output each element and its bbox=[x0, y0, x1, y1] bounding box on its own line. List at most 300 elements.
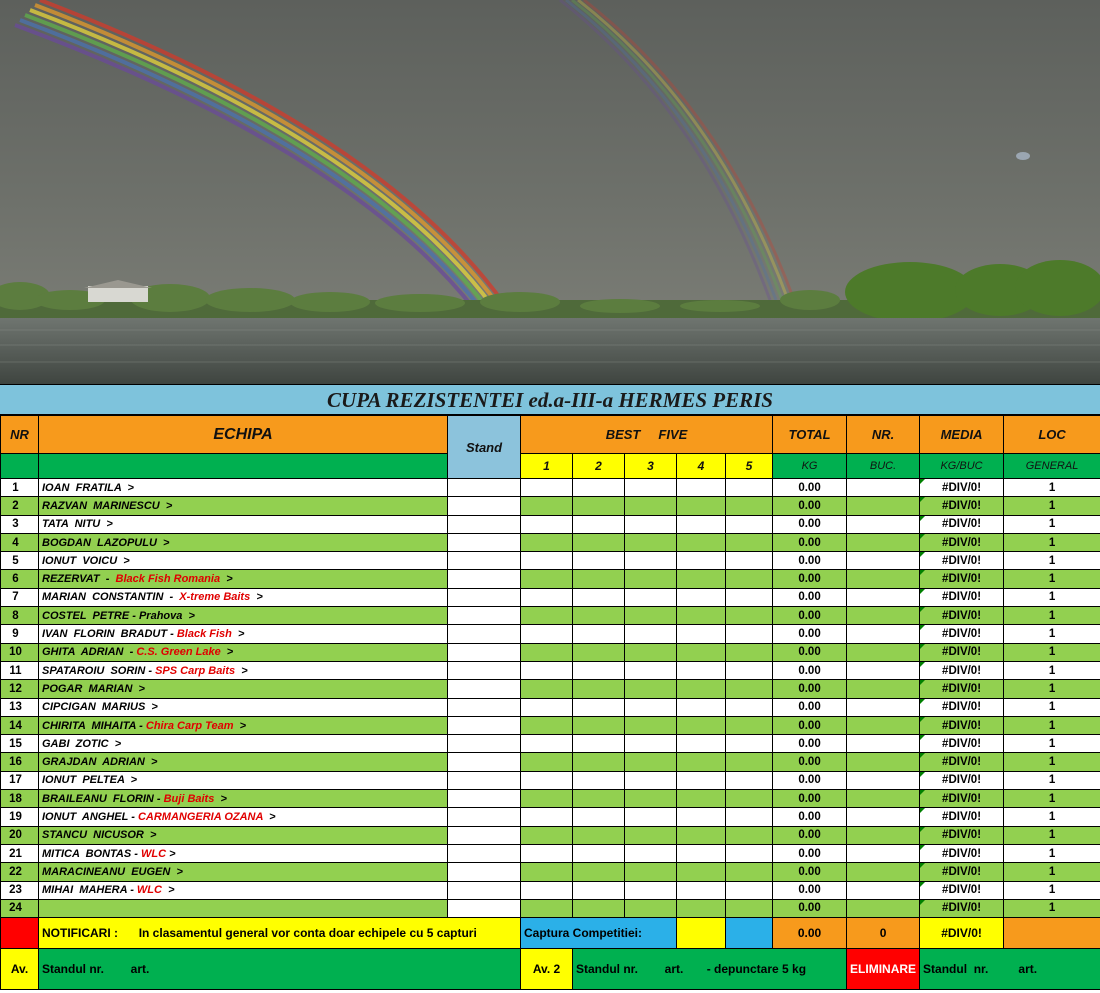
team-club: WLC bbox=[141, 847, 167, 860]
capture-cell-1[interactable] bbox=[521, 808, 573, 826]
notification-text: In clasamentul general vor conta doar echipele cu 5 capturi bbox=[138, 926, 477, 941]
team-name: BOGDAN LAZOPULU > bbox=[42, 536, 170, 549]
team-name-cell[interactable] bbox=[39, 533, 448, 551]
capture-cell-4[interactable] bbox=[677, 643, 726, 661]
row-nr: 9 bbox=[1, 625, 39, 643]
capture-cell-1[interactable] bbox=[521, 515, 573, 533]
team-name-cell[interactable] bbox=[39, 808, 448, 826]
capture-cell-4[interactable] bbox=[677, 479, 726, 497]
capture-cell-2[interactable] bbox=[573, 844, 625, 862]
team-name: CIPCIGAN MARIUS > bbox=[42, 701, 158, 714]
capture-cell-3[interactable] bbox=[625, 661, 677, 679]
capture-cell-3[interactable] bbox=[625, 808, 677, 826]
team-club: WLC bbox=[136, 884, 162, 897]
capture-cell-3[interactable] bbox=[625, 790, 677, 808]
row-nr: 21 bbox=[1, 844, 39, 862]
team-name-cell[interactable] bbox=[39, 570, 448, 588]
total-kg: 0.00 bbox=[773, 607, 847, 625]
header-stand: Stand bbox=[448, 416, 521, 479]
subheader-buc: BUC. bbox=[847, 454, 920, 479]
capture-cell-5[interactable] bbox=[726, 808, 773, 826]
team-name: RAZVAN MARINESCU > bbox=[42, 499, 173, 512]
capture-cell-3[interactable] bbox=[625, 479, 677, 497]
total-kg: 0.00 bbox=[773, 570, 847, 588]
team-suffix: > bbox=[235, 664, 248, 677]
team-name-cell[interactable] bbox=[39, 771, 448, 789]
captura-blue-cell[interactable] bbox=[726, 918, 773, 949]
capture-cell-3[interactable] bbox=[625, 497, 677, 515]
capture-col-1: 1 bbox=[521, 454, 573, 479]
capture-cell-1[interactable] bbox=[521, 899, 573, 917]
capture-cell-2[interactable] bbox=[573, 826, 625, 844]
total-kg: 0.00 bbox=[773, 643, 847, 661]
capture-cell-5[interactable] bbox=[726, 643, 773, 661]
capture-cell-4[interactable] bbox=[677, 515, 726, 533]
media-kg-buc: #DIV/0! bbox=[920, 661, 1004, 679]
capture-cell-2[interactable] bbox=[573, 863, 625, 881]
stand-cell[interactable] bbox=[448, 844, 521, 862]
capture-cell-1[interactable] bbox=[521, 479, 573, 497]
capture-cell-2[interactable] bbox=[573, 753, 625, 771]
capture-cell-4[interactable] bbox=[677, 625, 726, 643]
captura-media: #DIV/0! bbox=[920, 918, 1004, 949]
nr-buc-cell bbox=[847, 844, 920, 862]
table-row bbox=[1, 826, 1100, 844]
capture-cell-2[interactable] bbox=[573, 790, 625, 808]
header-row bbox=[1, 416, 1100, 454]
capture-cell-1[interactable] bbox=[521, 552, 573, 570]
capture-cell-3[interactable] bbox=[625, 607, 677, 625]
total-kg: 0.00 bbox=[773, 588, 847, 606]
capture-cell-1[interactable] bbox=[521, 844, 573, 862]
capture-cell-2[interactable] bbox=[573, 625, 625, 643]
nr-buc-cell bbox=[847, 881, 920, 899]
captura-yellow-cell[interactable] bbox=[677, 918, 726, 949]
capture-cell-2[interactable] bbox=[573, 680, 625, 698]
team-suffix: > bbox=[220, 646, 234, 659]
capture-cell-1[interactable] bbox=[521, 698, 573, 716]
capture-cell-5[interactable] bbox=[726, 607, 773, 625]
capture-cell-5[interactable] bbox=[726, 552, 773, 570]
capture-cell-3[interactable] bbox=[625, 863, 677, 881]
table-row bbox=[1, 607, 1100, 625]
captura-count: 0 bbox=[847, 918, 920, 949]
total-kg: 0.00 bbox=[773, 479, 847, 497]
capture-cell-4[interactable] bbox=[677, 899, 726, 917]
nr-buc-cell bbox=[847, 808, 920, 826]
table-row bbox=[1, 790, 1100, 808]
capture-cell-5[interactable] bbox=[726, 588, 773, 606]
stand-cell[interactable] bbox=[448, 533, 521, 551]
total-kg: 0.00 bbox=[773, 716, 847, 734]
capture-cell-2[interactable] bbox=[573, 515, 625, 533]
capture-cell-1[interactable] bbox=[521, 881, 573, 899]
capture-cell-4[interactable] bbox=[677, 698, 726, 716]
stand-cell[interactable] bbox=[448, 570, 521, 588]
team-suffix: > bbox=[214, 792, 227, 805]
total-kg: 0.00 bbox=[773, 863, 847, 881]
team-name: POGAR MARIAN > bbox=[42, 682, 145, 695]
capture-cell-1[interactable] bbox=[521, 588, 573, 606]
loc-general: 1 bbox=[1004, 863, 1100, 881]
nr-buc-cell bbox=[847, 826, 920, 844]
stand-cell[interactable] bbox=[448, 881, 521, 899]
stand-cell[interactable] bbox=[448, 899, 521, 917]
media-kg-buc: #DIV/0! bbox=[920, 826, 1004, 844]
capture-cell-4[interactable] bbox=[677, 607, 726, 625]
capture-cell-2[interactable] bbox=[573, 588, 625, 606]
media-kg-buc: #DIV/0! bbox=[920, 808, 1004, 826]
nr-buc-cell bbox=[847, 625, 920, 643]
captura-competitiei-label: Captura Competitiei: bbox=[521, 918, 677, 949]
capture-cell-4[interactable] bbox=[677, 790, 726, 808]
team-suffix: > bbox=[166, 847, 176, 860]
subheader-nr-empty bbox=[1, 454, 39, 479]
nr-buc-cell bbox=[847, 570, 920, 588]
row-nr: 24 bbox=[1, 899, 39, 917]
capture-cell-5[interactable] bbox=[726, 899, 773, 917]
loc-general: 1 bbox=[1004, 698, 1100, 716]
stand-cell[interactable] bbox=[448, 826, 521, 844]
media-kg-buc: #DIV/0! bbox=[920, 881, 1004, 899]
row-nr: 5 bbox=[1, 552, 39, 570]
team-name: MARACINEANU EUGEN > bbox=[42, 865, 183, 878]
capture-cell-5[interactable] bbox=[726, 735, 773, 753]
stand-cell[interactable] bbox=[448, 607, 521, 625]
capture-cell-4[interactable] bbox=[677, 497, 726, 515]
capture-cell-3[interactable] bbox=[625, 533, 677, 551]
table-row bbox=[1, 680, 1100, 698]
team-name: MITICA BONTAS - bbox=[42, 847, 141, 860]
team-name: SPATAROIU SORIN - bbox=[42, 664, 156, 677]
capture-cell-2[interactable] bbox=[573, 533, 625, 551]
capture-cell-2[interactable] bbox=[573, 570, 625, 588]
table-row bbox=[1, 863, 1100, 881]
capture-cell-4[interactable] bbox=[677, 771, 726, 789]
subheader-general: GENERAL bbox=[1004, 454, 1100, 479]
capture-cell-5[interactable] bbox=[726, 826, 773, 844]
capture-cell-3[interactable] bbox=[625, 735, 677, 753]
capture-cell-1[interactable] bbox=[521, 753, 573, 771]
capture-cell-3[interactable] bbox=[625, 625, 677, 643]
team-club: X-treme Baits bbox=[179, 591, 251, 604]
table-row bbox=[1, 533, 1100, 551]
header-echipa: ECHIPA bbox=[39, 416, 448, 454]
capture-cell-2[interactable] bbox=[573, 643, 625, 661]
media-kg-buc: #DIV/0! bbox=[920, 479, 1004, 497]
stand-cell[interactable] bbox=[448, 497, 521, 515]
capture-cell-1[interactable] bbox=[521, 716, 573, 734]
capture-cell-4[interactable] bbox=[677, 881, 726, 899]
capture-cell-4[interactable] bbox=[677, 680, 726, 698]
nr-buc-cell bbox=[847, 680, 920, 698]
capture-cell-5[interactable] bbox=[726, 753, 773, 771]
capture-cell-5[interactable] bbox=[726, 844, 773, 862]
capture-cell-1[interactable] bbox=[521, 735, 573, 753]
nr-buc-cell bbox=[847, 790, 920, 808]
team-name: IONUT ANGHEL - bbox=[42, 810, 138, 823]
capture-cell-1[interactable] bbox=[521, 533, 573, 551]
capture-cell-5[interactable] bbox=[726, 698, 773, 716]
row-nr: 19 bbox=[1, 808, 39, 826]
capture-cell-4[interactable] bbox=[677, 661, 726, 679]
capture-cell-5[interactable] bbox=[726, 771, 773, 789]
av1-text: Standul nr. art. bbox=[39, 949, 521, 990]
capture-cell-4[interactable] bbox=[677, 808, 726, 826]
results-table bbox=[0, 415, 1100, 990]
subheader-kg-buc: KG/BUC bbox=[920, 454, 1004, 479]
stand-cell[interactable] bbox=[448, 771, 521, 789]
capture-cell-1[interactable] bbox=[521, 643, 573, 661]
stand-cell[interactable] bbox=[448, 753, 521, 771]
media-kg-buc: #DIV/0! bbox=[920, 863, 1004, 881]
team-name-cell[interactable] bbox=[39, 716, 448, 734]
team-name: MIHAI MAHERA - bbox=[42, 884, 137, 897]
stand-cell[interactable] bbox=[448, 863, 521, 881]
capture-cell-1[interactable] bbox=[521, 771, 573, 789]
capture-cell-2[interactable] bbox=[573, 497, 625, 515]
team-name-cell[interactable] bbox=[39, 680, 448, 698]
capture-cell-1[interactable] bbox=[521, 826, 573, 844]
loc-general: 1 bbox=[1004, 515, 1100, 533]
nr-buc-cell bbox=[847, 716, 920, 734]
capture-cell-3[interactable] bbox=[625, 899, 677, 917]
capture-cell-3[interactable] bbox=[625, 881, 677, 899]
capture-cell-4[interactable] bbox=[677, 735, 726, 753]
capture-cell-1[interactable] bbox=[521, 607, 573, 625]
capture-cell-2[interactable] bbox=[573, 607, 625, 625]
header-loc: LOC bbox=[1004, 416, 1100, 454]
capture-cell-2[interactable] bbox=[573, 661, 625, 679]
capture-cell-1[interactable] bbox=[521, 680, 573, 698]
capture-cell-2[interactable] bbox=[573, 881, 625, 899]
total-kg: 0.00 bbox=[773, 808, 847, 826]
team-name-cell[interactable] bbox=[39, 588, 448, 606]
capture-col-5: 5 bbox=[726, 454, 773, 479]
eliminare-text: Standul nr. art. bbox=[920, 949, 1100, 990]
stand-cell[interactable] bbox=[448, 479, 521, 497]
captura-total: 0.00 bbox=[773, 918, 847, 949]
media-kg-buc: #DIV/0! bbox=[920, 735, 1004, 753]
capture-cell-3[interactable] bbox=[625, 552, 677, 570]
team-name-cell[interactable] bbox=[39, 552, 448, 570]
capture-cell-3[interactable] bbox=[625, 515, 677, 533]
team-name: GRAJDAN ADRIAN > bbox=[42, 756, 158, 769]
capture-cell-2[interactable] bbox=[573, 735, 625, 753]
team-name-cell[interactable] bbox=[39, 479, 448, 497]
team-club: CARMANGERIA OZANA bbox=[137, 810, 264, 823]
loc-general: 1 bbox=[1004, 899, 1100, 917]
capture-cell-3[interactable] bbox=[625, 826, 677, 844]
team-name: MARIAN CONSTANTIN - bbox=[42, 591, 180, 604]
capture-cell-3[interactable] bbox=[625, 680, 677, 698]
capture-cell-2[interactable] bbox=[573, 479, 625, 497]
team-name-cell[interactable] bbox=[39, 735, 448, 753]
team-suffix: > bbox=[263, 810, 276, 823]
total-kg: 0.00 bbox=[773, 680, 847, 698]
capture-cell-3[interactable] bbox=[625, 753, 677, 771]
capture-cell-5[interactable] bbox=[726, 661, 773, 679]
capture-cell-5[interactable] bbox=[726, 680, 773, 698]
stand-cell[interactable] bbox=[448, 790, 521, 808]
total-kg: 0.00 bbox=[773, 826, 847, 844]
team-name-cell[interactable] bbox=[39, 698, 448, 716]
total-kg: 0.00 bbox=[773, 735, 847, 753]
team-name-cell[interactable] bbox=[39, 881, 448, 899]
team-name: TATA NITU > bbox=[42, 518, 113, 531]
stand-cell[interactable] bbox=[448, 808, 521, 826]
team-name-cell[interactable] bbox=[39, 863, 448, 881]
total-kg: 0.00 bbox=[773, 698, 847, 716]
capture-cell-1[interactable] bbox=[521, 863, 573, 881]
capture-cell-4[interactable] bbox=[677, 716, 726, 734]
stand-cell[interactable] bbox=[448, 680, 521, 698]
team-name: COSTEL PETRE - Prahova > bbox=[42, 609, 195, 622]
media-kg-buc: #DIV/0! bbox=[920, 680, 1004, 698]
row-nr: 23 bbox=[1, 881, 39, 899]
team-name-cell[interactable] bbox=[39, 607, 448, 625]
row-nr: 10 bbox=[1, 643, 39, 661]
capture-col-4: 4 bbox=[677, 454, 726, 479]
capture-cell-1[interactable] bbox=[521, 625, 573, 643]
capture-cell-2[interactable] bbox=[573, 771, 625, 789]
nr-buc-cell bbox=[847, 552, 920, 570]
capture-cell-4[interactable] bbox=[677, 863, 726, 881]
stand-cell[interactable] bbox=[448, 515, 521, 533]
capture-cell-3[interactable] bbox=[625, 771, 677, 789]
capture-cell-4[interactable] bbox=[677, 570, 726, 588]
capture-cell-4[interactable] bbox=[677, 588, 726, 606]
team-name: IONUT PELTEA > bbox=[42, 774, 138, 787]
av2-text: Standul nr. art. - depunctare 5 kg bbox=[573, 949, 847, 990]
capture-cell-1[interactable] bbox=[521, 661, 573, 679]
competition-title-bar bbox=[0, 384, 1100, 415]
capture-cell-1[interactable] bbox=[521, 790, 573, 808]
capture-cell-5[interactable] bbox=[726, 863, 773, 881]
capture-cell-5[interactable] bbox=[726, 515, 773, 533]
nr-buc-cell bbox=[847, 643, 920, 661]
stand-cell[interactable] bbox=[448, 661, 521, 679]
stand-cell[interactable] bbox=[448, 588, 521, 606]
team-name: IVAN FLORIN BRADUT - bbox=[42, 628, 177, 641]
team-name: GHITA ADRIAN - bbox=[42, 646, 137, 659]
capture-cell-3[interactable] bbox=[625, 698, 677, 716]
stand-cell[interactable] bbox=[448, 552, 521, 570]
loc-general: 1 bbox=[1004, 771, 1100, 789]
capture-cell-2[interactable] bbox=[573, 716, 625, 734]
stand-cell[interactable] bbox=[448, 698, 521, 716]
team-name: STANCU NICUSOR > bbox=[42, 829, 157, 842]
capture-cell-5[interactable] bbox=[726, 497, 773, 515]
loc-general: 1 bbox=[1004, 607, 1100, 625]
capture-cell-2[interactable] bbox=[573, 552, 625, 570]
team-name-cell[interactable] bbox=[39, 844, 448, 862]
media-kg-buc: #DIV/0! bbox=[920, 588, 1004, 606]
team-name-cell[interactable] bbox=[39, 826, 448, 844]
capture-cell-3[interactable] bbox=[625, 570, 677, 588]
table-row bbox=[1, 479, 1100, 497]
total-kg: 0.00 bbox=[773, 881, 847, 899]
stand-cell[interactable] bbox=[448, 735, 521, 753]
notification-cell bbox=[39, 918, 521, 949]
nr-buc-cell bbox=[847, 497, 920, 515]
team-name-cell[interactable] bbox=[39, 515, 448, 533]
capture-cell-4[interactable] bbox=[677, 826, 726, 844]
capture-cell-4[interactable] bbox=[677, 533, 726, 551]
capture-cell-4[interactable] bbox=[677, 552, 726, 570]
nr-buc-cell bbox=[847, 515, 920, 533]
loc-general: 1 bbox=[1004, 881, 1100, 899]
capture-cell-4[interactable] bbox=[677, 753, 726, 771]
total-kg: 0.00 bbox=[773, 771, 847, 789]
loc-general: 1 bbox=[1004, 661, 1100, 679]
loc-general: 1 bbox=[1004, 533, 1100, 551]
team-name: REZERVAT - bbox=[42, 573, 116, 586]
capture-cell-3[interactable] bbox=[625, 844, 677, 862]
subheader-echipa-empty bbox=[39, 454, 448, 479]
row-nr: 11 bbox=[1, 661, 39, 679]
capture-cell-2[interactable] bbox=[573, 899, 625, 917]
capture-cell-3[interactable] bbox=[625, 588, 677, 606]
media-kg-buc: #DIV/0! bbox=[920, 607, 1004, 625]
stand-cell[interactable] bbox=[448, 643, 521, 661]
team-name-cell[interactable] bbox=[39, 625, 448, 643]
team-suffix: > bbox=[231, 628, 245, 641]
team-name-cell[interactable] bbox=[39, 497, 448, 515]
loc-general: 1 bbox=[1004, 753, 1100, 771]
subheader-row bbox=[1, 454, 1100, 479]
table-row bbox=[1, 844, 1100, 862]
capture-cell-3[interactable] bbox=[625, 643, 677, 661]
capture-cell-5[interactable] bbox=[726, 533, 773, 551]
capture-cell-5[interactable] bbox=[726, 625, 773, 643]
capture-cell-5[interactable] bbox=[726, 790, 773, 808]
capture-cell-4[interactable] bbox=[677, 844, 726, 862]
capture-cell-2[interactable] bbox=[573, 698, 625, 716]
capture-cell-3[interactable] bbox=[625, 716, 677, 734]
team-name-cell[interactable] bbox=[39, 790, 448, 808]
team-name: GABI ZOTIC > bbox=[42, 737, 122, 750]
header-nr: NR bbox=[1, 416, 39, 454]
row-nr: 17 bbox=[1, 771, 39, 789]
capture-cell-5[interactable] bbox=[726, 881, 773, 899]
team-name-cell[interactable] bbox=[39, 643, 448, 661]
capture-cell-5[interactable] bbox=[726, 716, 773, 734]
av1-label: Av. bbox=[1, 949, 39, 990]
total-kg: 0.00 bbox=[773, 625, 847, 643]
table-row bbox=[1, 735, 1100, 753]
av2-label: Av. 2 bbox=[521, 949, 573, 990]
capture-cell-1[interactable] bbox=[521, 570, 573, 588]
team-name-cell[interactable] bbox=[39, 661, 448, 679]
notification-label: NOTIFICARI : bbox=[42, 926, 118, 941]
team-club: SPS Carp Baits bbox=[155, 664, 236, 677]
team-name-cell[interactable] bbox=[39, 753, 448, 771]
capture-cell-2[interactable] bbox=[573, 808, 625, 826]
team-name-cell[interactable] bbox=[39, 899, 448, 917]
stand-cell[interactable] bbox=[448, 716, 521, 734]
row-nr: 3 bbox=[1, 515, 39, 533]
stand-cell[interactable] bbox=[448, 625, 521, 643]
capture-cell-5[interactable] bbox=[726, 479, 773, 497]
nr-buc-cell bbox=[847, 698, 920, 716]
capture-cell-1[interactable] bbox=[521, 497, 573, 515]
table-row bbox=[1, 808, 1100, 826]
row-nr: 15 bbox=[1, 735, 39, 753]
capture-cell-5[interactable] bbox=[726, 570, 773, 588]
team-name: CHIRITA MIHAITA - bbox=[42, 719, 146, 732]
table-row bbox=[1, 552, 1100, 570]
